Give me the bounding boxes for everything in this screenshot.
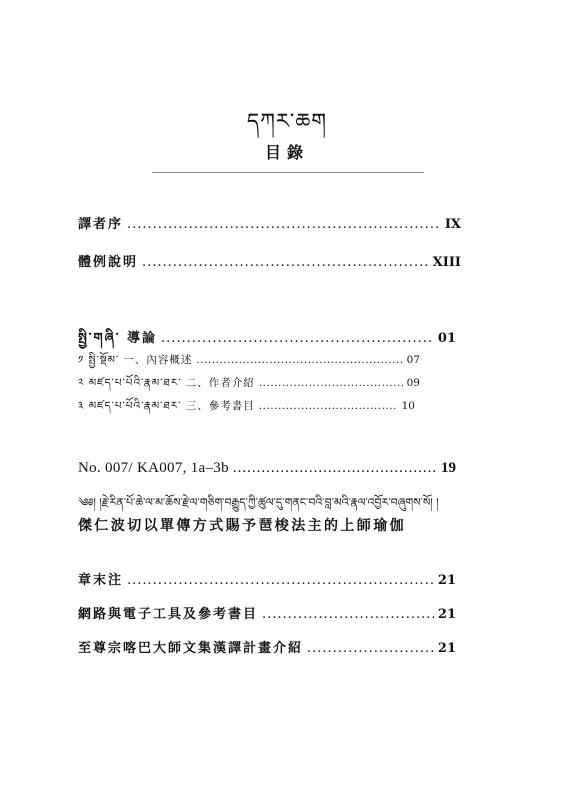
leader-dots [259, 400, 398, 412]
toc-entry-label: ༡ སྤྱི་སྡོམ་ 一、內容概述 [78, 354, 193, 366]
toc-entry-label: 譯者序 [78, 217, 124, 232]
toc-entry-label: སྤྱི་གཞི་ 導論 [78, 331, 158, 346]
toc-entry-label: 章末注 [78, 573, 124, 588]
leader-dots [142, 255, 429, 270]
toc-page-number: 19 [441, 460, 456, 476]
toc-page-number: 10 [401, 400, 415, 412]
toc-page-number: 21 [437, 641, 456, 656]
leader-dots [262, 607, 434, 622]
toc-entry-endnotes[interactable] [78, 569, 456, 588]
toc-entry-label: No. 007/ KA007, 1a–3b [78, 460, 229, 476]
toc-entry-label: 網路與電子工具及參考書目 [78, 607, 259, 622]
toc-entry-label: 體例說明 [78, 255, 139, 270]
toc-entry-label: ༣ མཛད་པ་པོའི་རྣམ་ཐར་ 三、參考書目 [78, 400, 255, 412]
toc-entry-label: 至尊宗喀巴大師文集漢譯計畫介紹 [78, 641, 304, 656]
leader-dots [127, 217, 441, 232]
leader-dots [161, 331, 434, 346]
tibetan-page-title: དཀར་ཆག [246, 109, 328, 133]
chinese-text-title: 傑仁波切以單傳方式賜予琶梭法主的上師瑜伽 [78, 518, 406, 534]
leader-dots [259, 377, 403, 389]
toc-page-number: 01 [437, 331, 456, 346]
toc-page-number: 09 [406, 377, 420, 389]
toc-entry-translation-project[interactable] [78, 637, 456, 656]
leader-dots [233, 460, 437, 477]
toc-entry-style-notes[interactable] [78, 251, 461, 270]
title-divider [152, 172, 424, 173]
leader-dots [127, 573, 434, 588]
toc-page-number: 07 [406, 354, 420, 366]
page-title: 目錄 [264, 143, 309, 162]
toc-page-number: IX [444, 217, 461, 232]
leader-dots [307, 641, 434, 656]
leader-dots [196, 354, 402, 366]
toc-entry-online-resources[interactable] [78, 603, 456, 622]
toc-page-number: 21 [437, 573, 456, 588]
tibetan-text-title: ༄༅། །རྗེ་རིན་པོ་ཆེ་ལ་མ་ཆོས་རྗེ་ལ་གཅིག་བརྒྱུད་ཀྱི་ཚུལ་དུ་གནང་བའི་བླ་མའི་རྣལ་འབྱོར་བཞུགས་སོ། ། [78, 496, 439, 509]
toc-entry-label: ༢ མཛད་པ་པོའི་རྣམ་ཐར་ 二、作者介紹 [78, 377, 255, 389]
toc-subentry-references[interactable] [78, 395, 415, 424]
toc-page-number: 21 [437, 607, 456, 622]
toc-entry-translator-preface[interactable] [78, 213, 461, 232]
toc-page-number: XIII [432, 255, 461, 270]
toc-entry-text-007[interactable] [78, 460, 456, 477]
